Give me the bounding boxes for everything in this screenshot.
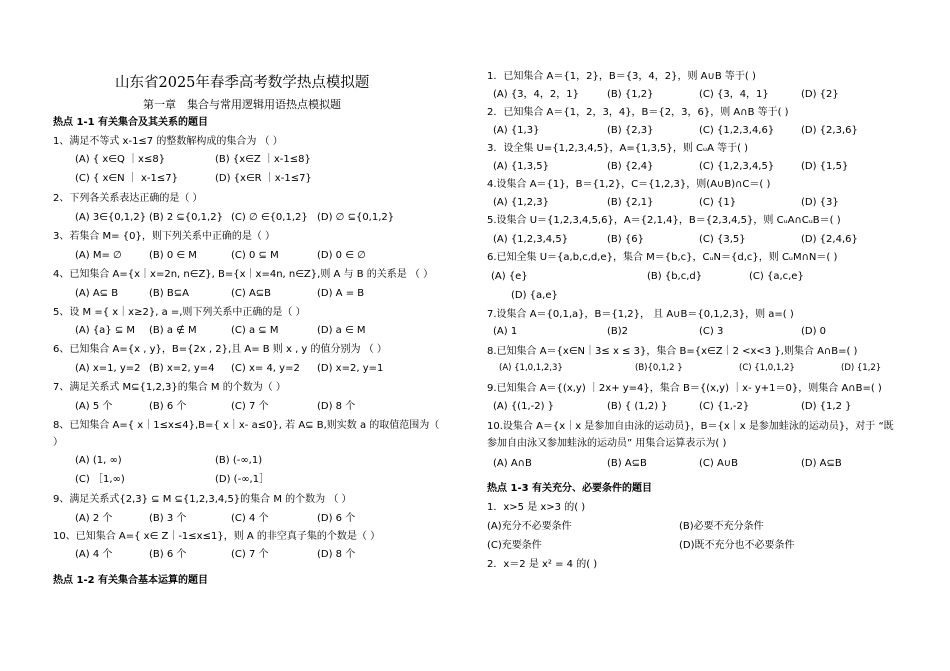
question-text: 参加自由泳又参加蛙泳的运动员” 用集合运算表示为( ) — [487, 438, 727, 449]
answer-option: (A) {1,2,3} — [493, 197, 549, 208]
answer-option: (C) {a,c,e} — [749, 271, 804, 282]
answer-option: (C) {1,-2} — [699, 401, 750, 412]
answer-option: (D) {1,2} — [841, 363, 882, 373]
question-text: 2．x＝2 是 x² = 4 的( ) — [487, 559, 598, 570]
page-title: 山东省2025年春季高考数学热点模拟题 — [115, 75, 370, 91]
question-text: 5、设 M ={ x｜x≥2}, a =,则下列关系中正确的是（ ） — [53, 306, 306, 318]
answer-option: (C) {1,2,3,4,6} — [699, 125, 775, 136]
page-subtitle: 第一章 集合与常用逻辑用语热点模拟题 — [143, 98, 341, 111]
question-text: 1．已知集合 A＝{1，2}，B＝{3，4，2}，则 A∪B 等于( ) — [487, 71, 756, 82]
answer-option: (C) 7 个 — [231, 400, 269, 412]
answer-option: (B) 6 个 — [149, 400, 187, 412]
answer-option: (C) A⊆B — [231, 287, 272, 299]
answer-option: (C) ［1,∞) — [75, 473, 125, 485]
answer-option: (D) 0 — [801, 326, 827, 337]
answer-option: (D) {x∈R ｜x-1≤7} — [215, 173, 312, 184]
answer-option: (D) {2,3,6} — [801, 125, 858, 136]
answer-option: (D) 8 个 — [317, 548, 356, 560]
answer-option: (B)必要不充分条件 — [679, 521, 764, 532]
answer-option: (D) 8 个 — [317, 400, 356, 412]
section-heading: 热点 1-3 有关充分、必要条件的题目 — [487, 483, 653, 494]
answer-option: (C) 4 个 — [231, 512, 269, 524]
question-text: 7、满足关系式 M⊆{1,2,3}的集合 M 的个数为（ ） — [53, 381, 286, 393]
answer-option: (D) a ∈ M — [317, 324, 366, 336]
answer-option: (B) 0 ∈ M — [149, 249, 197, 261]
question-text: 3．设全集 U={1,2,3,4,5}，A={1,3,5}，则 CᵤA 等于( ) — [487, 143, 749, 154]
answer-option: (A) {1,3} — [493, 125, 540, 136]
answer-option: (D) 6 个 — [317, 512, 356, 524]
answer-option: (A) 3∈{0,1,2} — [75, 211, 147, 223]
answer-option: (B) x=2, y=4 — [149, 362, 215, 374]
answer-option: (C) A∪B — [699, 458, 738, 469]
answer-option: (B) { (1,2) } — [607, 401, 668, 412]
answer-option: (A) {1,0,1,2,3} — [499, 363, 563, 373]
question-text: 6.已知全集 U＝{a,b,c,d,e}，集合 M＝{b,c}，CᵤN＝{d,c}，则 CᵤM∩N＝( ) — [487, 252, 838, 263]
question-text: (D) {a,e} — [511, 290, 558, 301]
answer-option: (D) (-∞,1］ — [215, 473, 270, 485]
answer-option: (C) 3 — [699, 326, 724, 337]
answer-option: (B) A⊆B — [607, 458, 647, 469]
answer-option: (D) A⊆B — [801, 458, 842, 469]
answer-option: (A) {a} ⊆ M — [75, 324, 136, 336]
answer-option: (A) (1, ∞) — [75, 454, 122, 466]
answer-option: (C) x= 4, y=2 — [231, 362, 300, 374]
question-text: 9、满足关系式{2,3} ⊆ M ⊆{1,2,3,4,5}的集合 M 的个数为 （ ） — [53, 493, 352, 505]
answer-option: (B) {x∈Z ｜x-1≤8} — [215, 154, 311, 165]
answer-option: (C) {1,0,1,2} — [739, 363, 795, 373]
answer-option: (A) 1 — [493, 326, 518, 337]
answer-option: (A) A∩B — [493, 458, 532, 469]
section-heading: 热点 1-1 有关集合及其关系的题目 — [53, 117, 209, 128]
answer-option: (B) 6 个 — [149, 548, 187, 560]
answer-option: (D) x=2, y=1 — [317, 362, 384, 374]
answer-option: (A)充分不必要条件 — [487, 521, 572, 532]
question-text: 4、已知集合 A={x｜x=2n, n∈Z}, B={x｜x=4n, n∈Z},则 A 与 B 的关系是 （ ） — [53, 268, 434, 280]
answer-option: (B) (-∞,1) — [215, 454, 263, 466]
answer-option: (B) {2,1} — [607, 197, 654, 208]
answer-option: (D) 0 ∈ ∅ — [317, 249, 366, 261]
answer-option: (C) a ⊆ M — [231, 324, 279, 336]
answer-option: (B) 2 ⊆{0,1,2} — [149, 211, 223, 223]
answer-option: (D)既不充分也不必要条件 — [679, 540, 795, 551]
question-text: 10、已知集合 A={ x∈ Z｜-1≤x≤1}，则 A 的非空真子集的个数是（ ） — [53, 530, 381, 542]
question-text: 10.设集合 A＝{x｜x 是参加自由泳的运动员}，B＝{x｜x 是参加蛙泳的运动员}，对于 “既 — [487, 421, 894, 432]
answer-option: (D) A = B — [317, 287, 365, 299]
question-text: 7.设集合 A＝{0,1,a}，B＝{1,2}， 且 A∪B＝{0,1,2,3}，则 a=( ) — [487, 309, 794, 320]
answer-option: (B) B⊆A — [149, 287, 189, 299]
answer-option: (D) {3} — [801, 197, 839, 208]
question-text: 4.设集合 A＝{1}，B＝{1,2}，C＝{1,2,3}，则(A∪B)∩C＝( ) — [487, 179, 771, 190]
question-text: ） — [53, 436, 63, 448]
answer-option: (B)2 — [607, 326, 629, 337]
question-text: 8.已知集合 A＝{x∈N｜3≤ x ≤ 3}，集合 B={x∈Z｜2 <x<3 },则集合 A∩B=( ) — [487, 346, 858, 357]
answer-option: (D) ∅ ⊆{0,1,2} — [317, 211, 395, 223]
question-text: 5.设集合 U＝{1,2,3,4,5,6}，A＝{2,1,4}，B＝{2,3,4,5}，则 CᵤA∩CᵤB＝( ) — [487, 215, 841, 226]
answer-option: (B) {b,c,d} — [647, 271, 703, 282]
answer-option: (B) 3 个 — [149, 512, 187, 524]
answer-option: (A) M= ∅ — [75, 249, 122, 261]
question-text: 1、满足不等式 x-1≤7 的整数解构成的集合为 （ ） — [53, 135, 283, 147]
answer-option: (D) {1,2 } — [801, 401, 852, 412]
answer-option: (C)充要条件 — [487, 540, 542, 551]
question-text: 6、已知集合 A={x , y}，B={2x , 2},且 A= B 则 x , y 的值分别为 （ ） — [53, 343, 387, 355]
answer-option: (B) {2,3} — [607, 125, 654, 136]
answer-option: (A) {(1,-2) } — [493, 401, 555, 412]
question-text: 2．已知集合 A＝{1，2，3，4}，B＝{2，3，6}，则 A∩B 等于( ) — [487, 107, 789, 118]
answer-option: (A) {1,3,5} — [493, 161, 549, 172]
answer-option: (A) A⊆ B — [75, 287, 119, 299]
answer-option: (A) x=1, y=2 — [75, 362, 141, 374]
answer-option: (B) {2,4} — [607, 161, 654, 172]
answer-option: (A) 4 个 — [75, 548, 113, 560]
answer-option: (C) {1} — [699, 197, 737, 208]
answer-option: (D) {1,5} — [801, 161, 849, 172]
question-text: 8、已知集合 A={ x｜1≤x≤4},B={ x｜x- a≤0}, 若 A⊆ B,则实数 a 的取值范围为（ — [53, 419, 440, 431]
answer-option: (D) {2} — [801, 89, 839, 100]
answer-option: (B) {6} — [607, 234, 644, 245]
question-text: 2、下列各关系表达正确的是（ ） — [53, 192, 203, 204]
answer-option: (D) {2,4,6} — [801, 234, 858, 245]
answer-option: (C) 0 ⊆ M — [231, 249, 279, 261]
answer-option: (A) { x∈Q ｜x≤8} — [75, 154, 166, 165]
answer-option: (C) {3，4，1} — [699, 89, 769, 100]
answer-option: (C) {1,2,3,4,5} — [699, 161, 775, 172]
answer-option: (A) {e} — [491, 271, 528, 282]
question-text: 9.已知集合 A＝{(x,y) ｜2x+ y=4}，集合 B＝{(x,y) ｜x- y+1＝0}，则集合 A∩B=( ) — [487, 383, 882, 394]
question-text: 3、若集合 M= {0}，则下列关系中正确的是（ ） — [53, 230, 275, 242]
answer-option: (C) { x∈N ｜ x-1≤7} — [75, 173, 178, 184]
answer-option: (C) 7 个 — [231, 548, 269, 560]
answer-option: (A) {1,2,3,4,5} — [493, 234, 569, 245]
answer-option: (B) a ∉ M — [149, 324, 197, 336]
section-heading: 热点 1-2 有关集合基本运算的题目 — [53, 574, 209, 586]
answer-option: (C) {3,5} — [699, 234, 746, 245]
answer-option: (B) {1,2} — [607, 89, 654, 100]
answer-option: (A) {3，4，2，1} — [493, 89, 579, 100]
answer-option: (C) ∅ ∈{0,1,2} — [231, 211, 308, 223]
answer-option: (B){0,1,2 } — [635, 363, 683, 373]
answer-option: (A) 2 个 — [75, 512, 113, 524]
answer-option: (A) 5 个 — [75, 400, 113, 412]
question-text: 1．x>5 是 x>3 的( ) — [487, 502, 586, 513]
